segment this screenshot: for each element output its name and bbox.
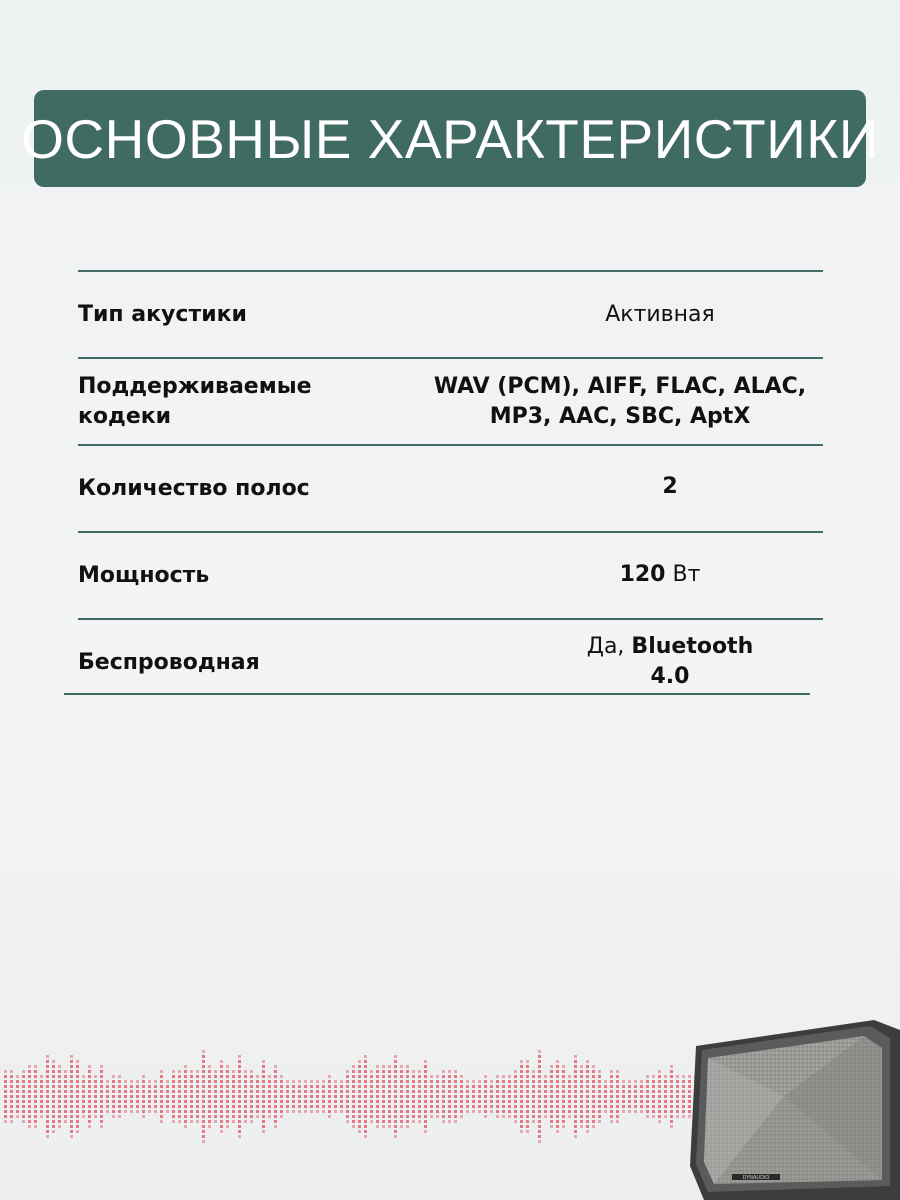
spec-value: [590, 560, 730, 590]
wireless-tech: Bluetooth: [631, 634, 754, 659]
spec-label: Беспроводная: [78, 650, 260, 675]
table-divider: [64, 693, 810, 695]
wireless-answer: Да,: [586, 634, 625, 659]
spec-label-line: кодеки: [78, 404, 172, 429]
speaker-image: [684, 1016, 900, 1200]
spec-label: Тип акустики: [78, 302, 247, 327]
svg-text:DYNAUDIO: DYNAUDIO: [742, 1175, 770, 1181]
spec-value: [560, 632, 780, 692]
wireless-version: 4.0: [650, 664, 690, 689]
sound-wave-graphic: [0, 1040, 700, 1150]
spec-value-line: WAV (PCM), AIFF, FLAC, ALAC,: [433, 374, 807, 399]
spec-label: [78, 372, 312, 432]
spec-label-line: Поддерживаемые: [78, 374, 312, 399]
spec-value: 2: [662, 474, 678, 499]
table-divider: [78, 618, 823, 620]
power-unit: Вт: [672, 562, 701, 587]
table-divider: [78, 270, 823, 272]
table-divider: [78, 357, 823, 359]
spec-label: Количество полос: [78, 476, 310, 501]
spec-value: [400, 372, 840, 432]
power-number: 120: [619, 562, 666, 587]
table-divider: [78, 444, 823, 446]
spec-value-line: MP3, AAC, SBC, AptX: [489, 404, 751, 429]
table-divider: [78, 531, 823, 533]
page-title: ОСНОВНЫЕ ХАРАКТЕРИСТИКИ: [21, 107, 879, 170]
spec-value: Активная: [605, 302, 715, 327]
spec-label: Мощность: [78, 563, 210, 588]
